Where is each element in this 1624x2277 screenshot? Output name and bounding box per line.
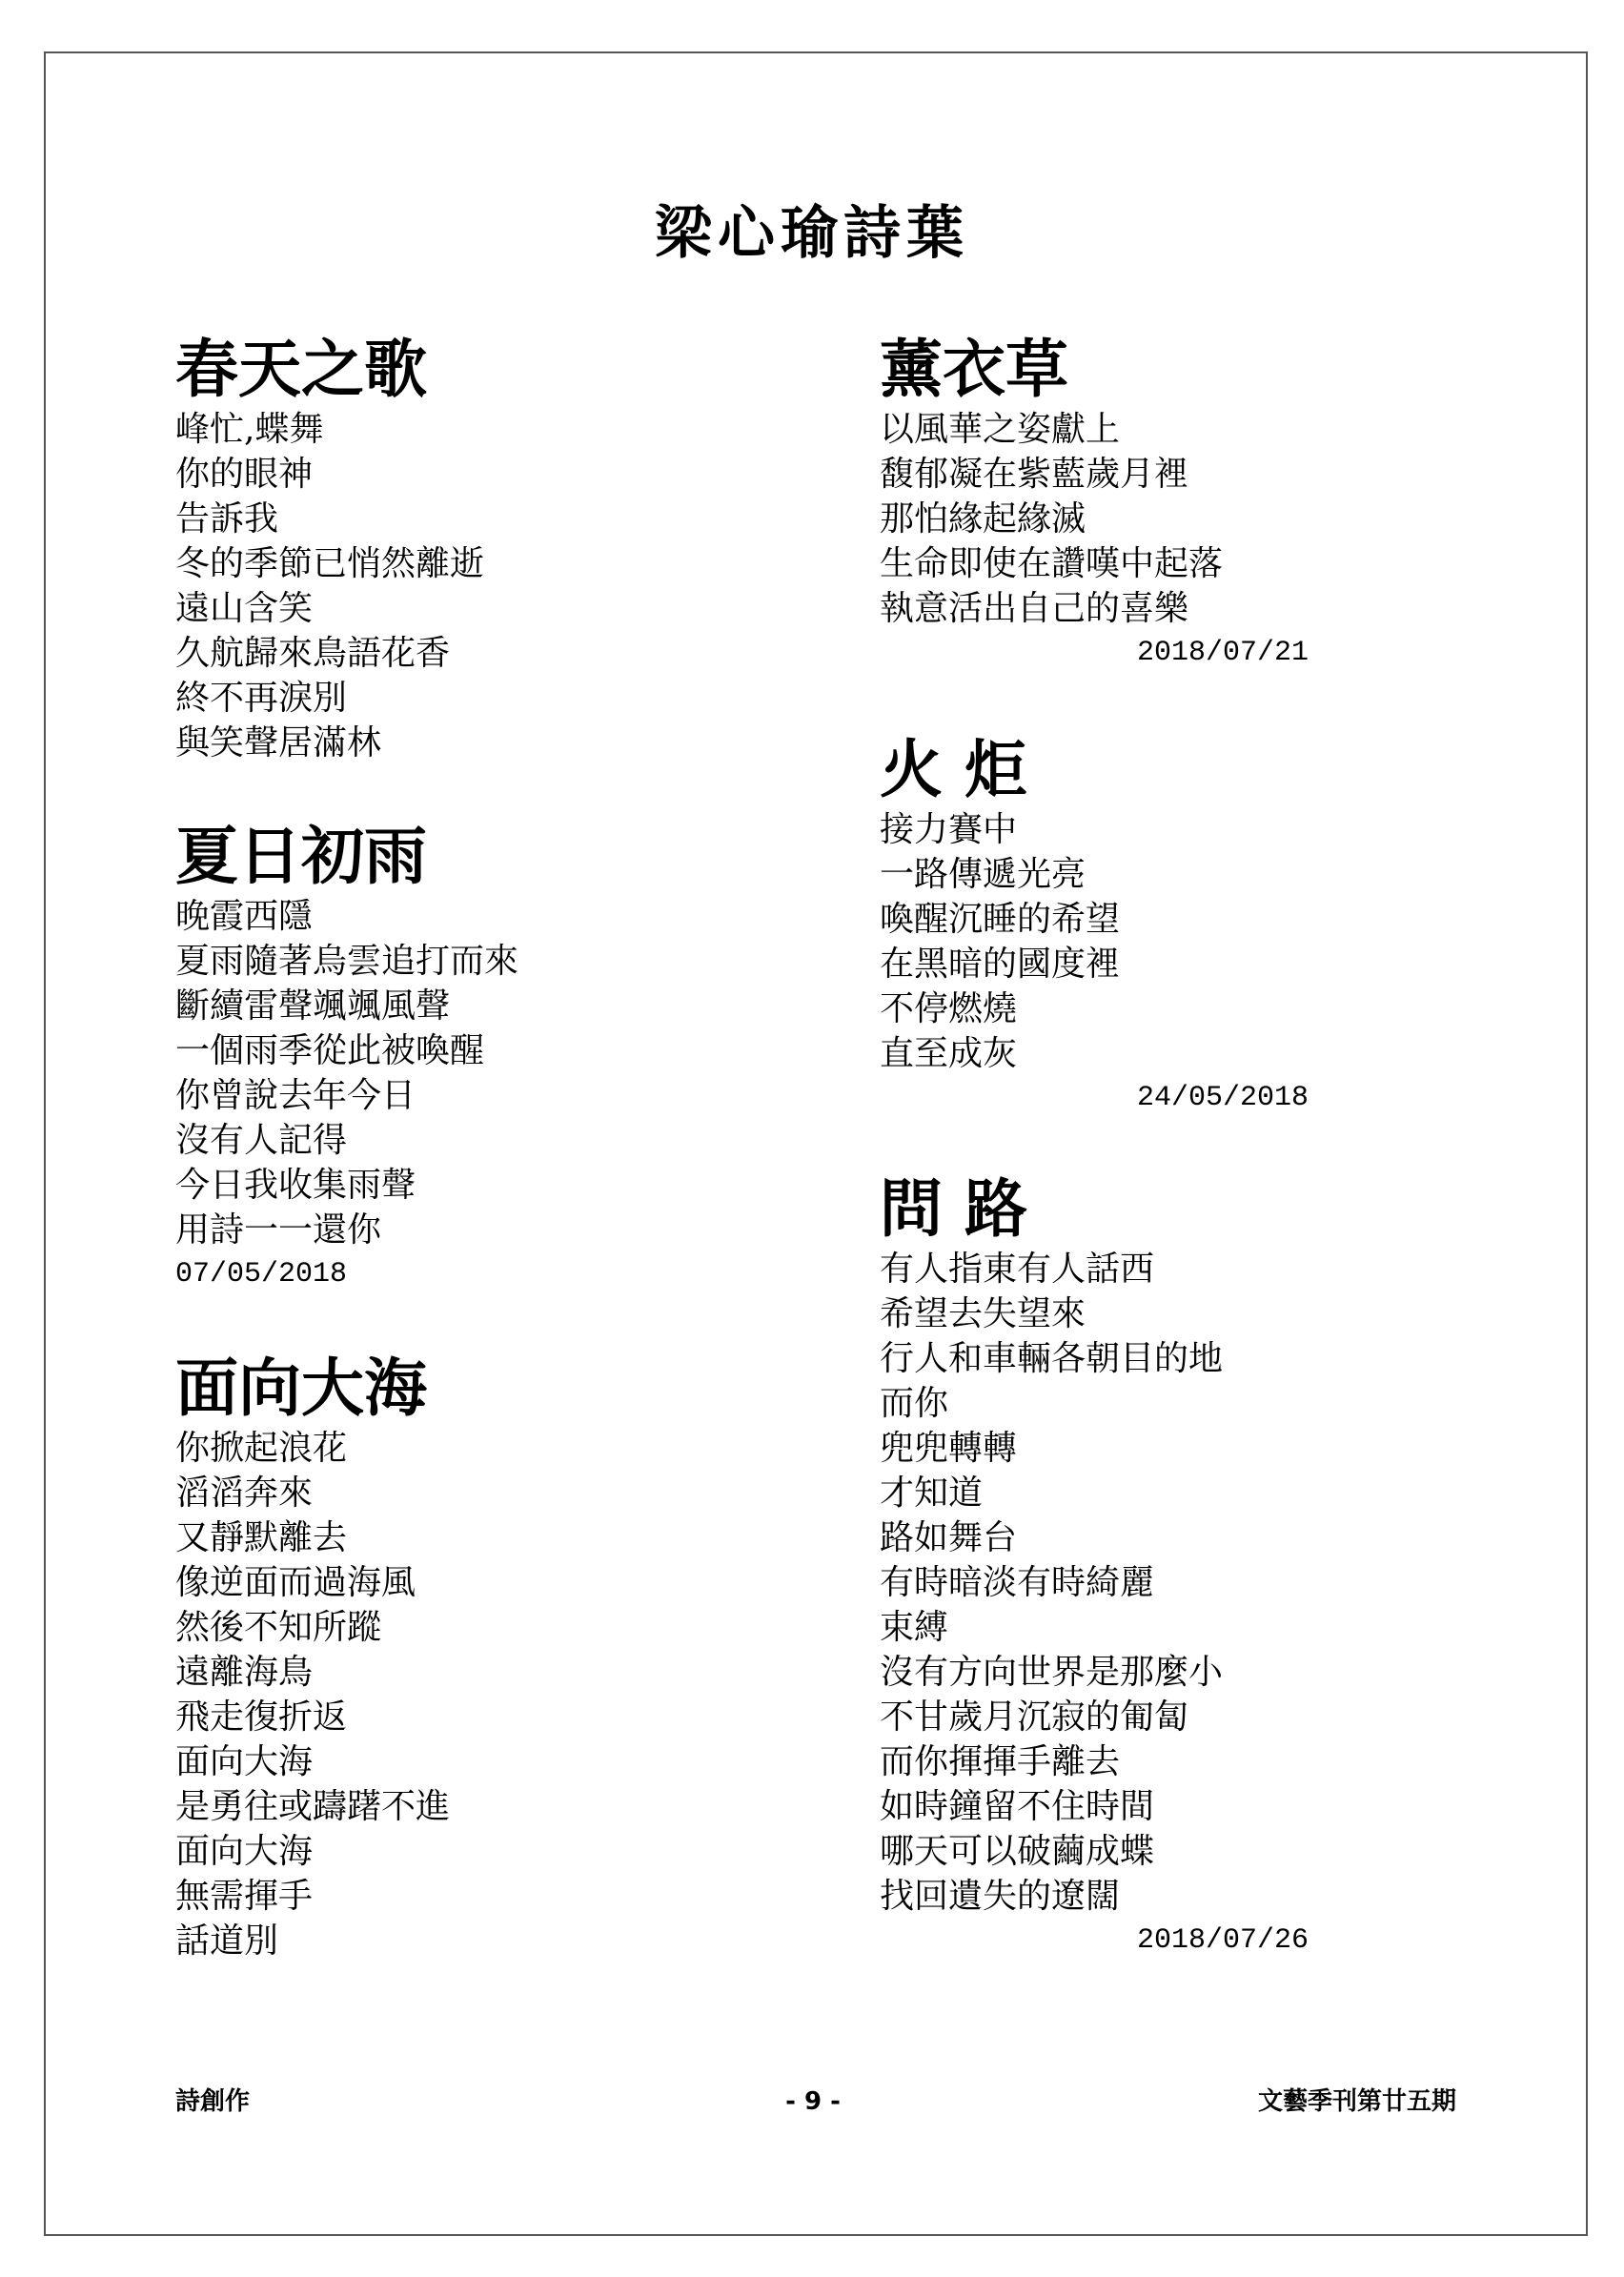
poem-title: 火 炬	[880, 732, 1027, 806]
poem-date: 2018/07/21	[1136, 637, 1309, 669]
poem-line: 話道別	[175, 1921, 279, 1961]
poem-line: 一路傳遞光亮	[880, 855, 1086, 894]
poem-line: 有時暗淡有時綺麗	[880, 1563, 1155, 1602]
poem-line: 久航歸來鳥語花香	[175, 634, 451, 673]
poem-line: 滔滔奔來	[175, 1474, 314, 1513]
poem-line: 沒有人記得	[175, 1121, 348, 1160]
poem-date: 24/05/2018	[1136, 1082, 1309, 1114]
poem-line: 如時鐘留不住時間	[880, 1787, 1155, 1826]
poem-line: 哪天可以破繭成蝶	[880, 1832, 1155, 1871]
poem-line: 你曾說去年今日	[175, 1076, 416, 1115]
poem-line: 夏雨隨著烏雲追打而來	[175, 942, 519, 981]
poem-facing-the-sea	[175, 1350, 604, 1963]
poem-line: 飛走復折返	[175, 1698, 348, 1737]
poem-line: 告訴我	[175, 499, 279, 539]
poem-line: 馥郁凝在紫藍歲月裡	[880, 455, 1189, 494]
footer-publication-name: 文藝季刊第廿五期	[1257, 2087, 1456, 2116]
poem-torch	[880, 731, 1309, 1121]
poem-line: 斷續雷聲颯颯風聲	[175, 986, 451, 1026]
poem-line: 然後不知所蹤	[175, 1608, 382, 1647]
poem-line: 又靜默離去	[175, 1518, 348, 1557]
poem-line: 與笑聲居滿林	[175, 723, 382, 762]
poem-line: 那怕緣起緣滅	[880, 499, 1086, 539]
poem-title: 面向大海	[175, 1351, 427, 1425]
poem-line: 面向大海	[175, 1742, 314, 1781]
poem-line: 路如舞台	[880, 1518, 1018, 1557]
poem-line: 終不再淚別	[175, 679, 348, 718]
poem-line: 沒有方向世界是那麼小	[880, 1653, 1224, 1692]
page-title: 梁心瑜詩葉	[655, 200, 969, 267]
poem-line: 有人指東有人話西	[880, 1250, 1155, 1289]
poem-title: 夏日初雨	[175, 819, 427, 893]
poem-line: 兜兜轉轉	[880, 1429, 1018, 1468]
poem-line: 行人和車輛各朝目的地	[880, 1339, 1224, 1378]
footer-page-number: - 9 -	[785, 2087, 841, 2116]
poem-line: 無需揮手	[175, 1877, 314, 1916]
poem-line: 是勇往或躊躇不進	[175, 1787, 451, 1826]
poem-line: 面向大海	[175, 1832, 314, 1871]
poem-line: 束縛	[880, 1608, 949, 1647]
poem-line: 而你揮揮手離去	[880, 1742, 1121, 1781]
poem-asking-the-way	[880, 1170, 1309, 1963]
poem-line: 像逆面而過海風	[175, 1563, 416, 1602]
poem-line: 喚醒沉睡的希望	[880, 900, 1121, 939]
poem-line: 遠離海鳥	[175, 1653, 314, 1692]
poem-summer-rain	[175, 818, 604, 1297]
poem-line: 在黑暗的國度裡	[880, 945, 1121, 984]
poem-line: 不甘歲月沉寂的匍匐	[880, 1698, 1189, 1737]
poem-line: 生命即使在讚嘆中起落	[880, 544, 1224, 583]
poem-line: 遠山含笑	[175, 589, 314, 628]
poem-line: 而你	[880, 1384, 949, 1423]
poem-spring-song	[175, 331, 604, 765]
poem-line: 希望去失望來	[880, 1294, 1086, 1333]
poem-line: 直至成灰	[880, 1034, 1018, 1073]
poem-line: 接力賽中	[880, 810, 1018, 849]
footer-section-label: 詩創作	[175, 2087, 251, 2116]
poem-title: 問 路	[880, 1171, 1027, 1246]
poem-line: 執意活出自己的喜樂	[880, 589, 1189, 628]
poem-title: 薰衣草	[880, 332, 1068, 406]
poem-line: 一個雨季從此被喚醒	[175, 1031, 485, 1070]
poem-lavender	[880, 331, 1309, 676]
poem-title: 春天之歌	[175, 332, 427, 406]
poem-date: 2018/07/26	[1136, 1924, 1309, 1957]
poem-line: 晚霞西隱	[175, 897, 314, 936]
poem-line: 冬的季節已悄然離逝	[175, 544, 485, 583]
poem-line: 用詩一一還你	[175, 1210, 382, 1250]
poem-line: 今日我收集雨聲	[175, 1166, 416, 1205]
poem-date: 07/05/2018	[175, 1258, 348, 1291]
poem-line: 才知道	[880, 1474, 984, 1513]
poem-line: 你的眼神	[175, 455, 314, 494]
poem-line: 不停燃燒	[880, 989, 1018, 1028]
poem-line: 峰忙,蝶舞	[175, 410, 324, 449]
poem-line: 你掀起浪花	[175, 1429, 348, 1468]
poem-line: 找回遺失的遼闊	[880, 1877, 1121, 1916]
poem-line: 以風華之姿獻上	[880, 410, 1121, 449]
